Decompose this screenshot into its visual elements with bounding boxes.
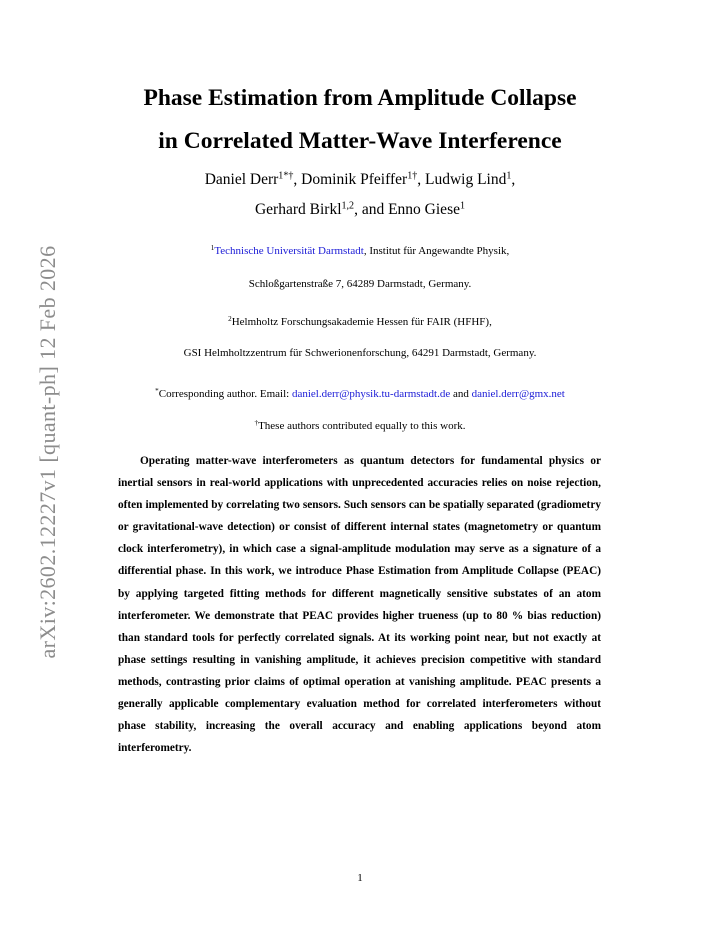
author-affiliation-mark: 1† [407,170,418,182]
affiliation-1 [0,246,720,257]
author-line-1: Daniel Derr$^{1*\dagger}$, Dominik Pfeiffer$^{1\dagger}$, Ludwig Lind$^1$, [204,170,516,188]
dagger-mark: † [254,419,259,428]
title-line-1: Phase Estimation from Amplitude Collapse [143,85,577,111]
correspondence-prefix: Corresponding author. Email: [158,388,292,400]
author-affiliation-mark: 1 [506,170,512,182]
author-name: Daniel Derr [204,171,279,188]
affiliation-mark: 1 [210,244,215,253]
affiliation-text: , Institut für Angewandte Physik, [363,245,510,257]
affiliation-2 [0,317,720,328]
abstract-text: Operating matter-wave interferometers as quantum detectors for fundamental physics or inertial sensors in real-world applications with unprecedented accuracies relies on noise rejection, often implemented by correlating two sensors. Such sensors can be spatially separated (gradiometry or gravitational-wave detection) or consist of different internal states (magnetometry or quantum clock interferometry), in which case a signal-amplitude modulation may serve as a signature of a differential phase. In this work, we introduce Phase Estimation from Amplitude Collapse (PEAC) by applying targeted fitting methods for different magnetically sensitive substates of an atom interferometer. We demonstrate that PEAC provides higher trueness (up to 80 % bias reduction) than standard tools for perfectly correlated signals. At its working point near, but not exactly at phase settings resulting in vanishing amplitude, it achieves precision competitive with standard methods, contrasting prior claims of optimal operation at vanishing amplitude. PEAC presents a generally applicable complementary evaluation method for correlated interferometers without phase stability, increasing the overall accuracy and enabling applications beyond atom interferometry. [118,455,601,755]
email-link-2[interactable]: daniel.derr@gmx.net [471,388,565,400]
author-line-2: Gerhard Birkl$^{1,2}$, and Enno Giese$^1$ [254,200,466,218]
author-name: Gerhard Birkl [254,201,342,218]
affiliation-text: Helmholtz Forschungsakademie Hessen für FAIR (HFHF), [231,316,492,328]
asterisk-mark: * [155,387,159,396]
equal-contribution-note [0,421,720,432]
page-number: 1 [357,872,363,884]
author-affiliation-mark: 1 [459,200,466,212]
affiliation-mark: 2 [228,315,232,324]
abstract [118,450,601,759]
affiliation-2-address: GSI Helmholtzzentrum für Schwerionenforschung, 64291 Darmstadt, Germany. [183,347,537,359]
email-link-1[interactable]: daniel.derr@physik.tu-darmstadt.de [291,388,451,400]
university-link[interactable]: Technische Universität Darmstadt [214,245,364,257]
equal-contribution-text: These authors contributed equally to this work. [258,420,466,432]
title-line-2: in Correlated Matter-Wave Interference [158,128,562,154]
correspondence-line [0,389,720,400]
arxiv-identifier-stamp: arXiv:2602.12227v1 [quant-ph] 12 Feb 2026 [35,245,60,659]
author-name: Enno Giese [388,201,460,218]
author-name: Ludwig Lind [425,171,507,188]
author-name: Dominik Pfeiffer [301,171,408,188]
correspondence-and: and [450,388,472,400]
author-affiliation-mark: 1*† [278,170,294,182]
author-affiliation-mark: 1,2 [341,200,355,212]
affiliation-1-address: Schloßgartenstraße 7, 64289 Darmstadt, Germany. [248,278,472,290]
